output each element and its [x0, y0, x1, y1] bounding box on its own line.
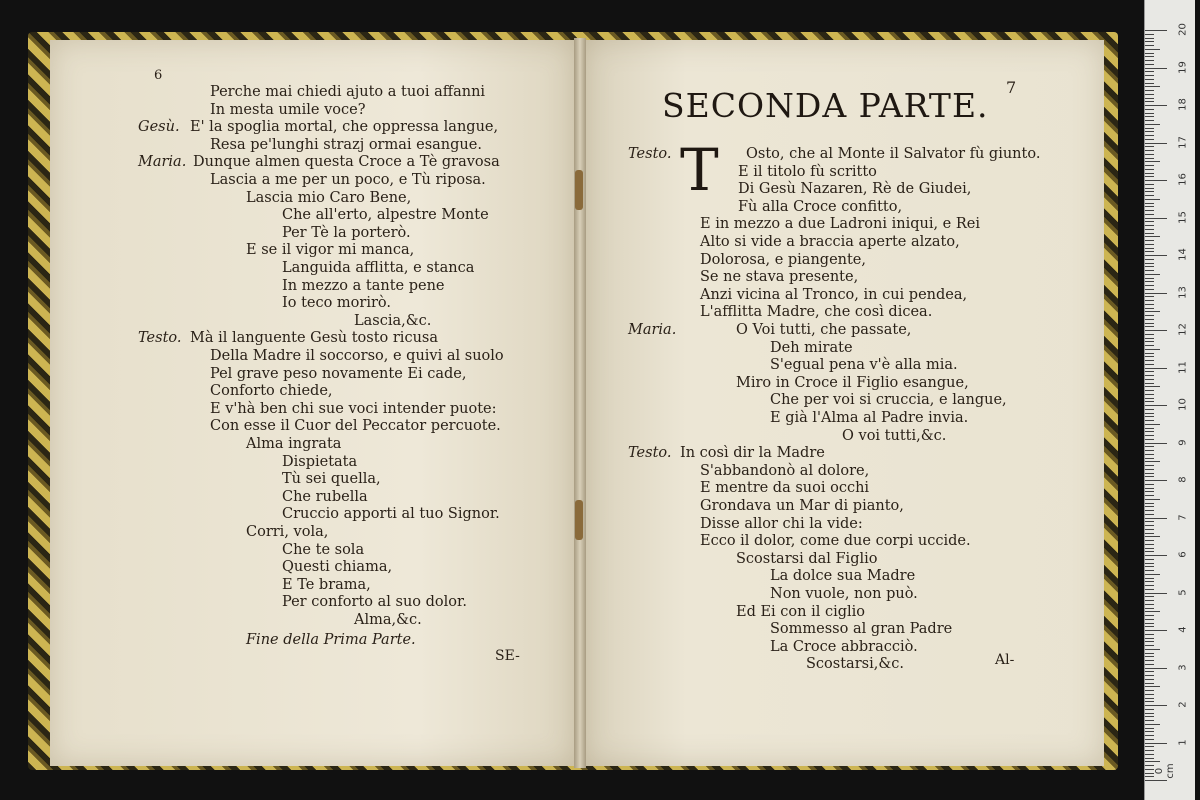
- text-line: Mà il languente Gesù tosto ricusa: [190, 330, 438, 347]
- ruler-tick: [1145, 285, 1154, 286]
- ruler-tick: [1145, 296, 1154, 297]
- ruler-tick: [1145, 259, 1154, 260]
- ruler-number: 15: [1177, 210, 1189, 224]
- ruler-number: 16: [1177, 173, 1189, 186]
- ruler-tick: [1145, 476, 1154, 477]
- ruler-number: 10: [1177, 398, 1189, 411]
- text-line: E v'hà ben chi sue voci intender puote:: [210, 400, 497, 417]
- text-line: O Voi tutti, che passate,: [736, 322, 912, 338]
- ruler-tick: [1145, 473, 1154, 474]
- ruler-tick: [1145, 754, 1154, 755]
- ruler-tick: [1145, 83, 1154, 84]
- text-line: E il titolo fù scritto: [738, 163, 877, 180]
- ruler-tick: [1145, 731, 1154, 732]
- ruler-number: 11: [1177, 360, 1189, 374]
- ruler-tick: [1145, 386, 1160, 387]
- ruler-tick: [1145, 180, 1167, 181]
- ruler-tick: [1145, 53, 1154, 54]
- ruler-tick: [1145, 60, 1154, 61]
- text-line: S'abbandonò al dolore,: [700, 462, 870, 479]
- text-line: Osto, che al Monte il Salvator fù giunto.: [746, 146, 1041, 162]
- text-line: Alto si vide a braccia aperte alzato,: [700, 234, 960, 250]
- ruler-tick: [1145, 120, 1154, 121]
- text-line: E in mezzo a due Ladroni iniqui, e Rei: [700, 216, 981, 233]
- ruler-tick: [1145, 604, 1154, 605]
- ruler-tick: [1145, 589, 1154, 590]
- ruler-tick: [1145, 383, 1154, 384]
- text-line: Disse allor chi la vide:: [700, 515, 863, 532]
- ruler-tick: [1145, 34, 1154, 35]
- ruler-number: 7: [1177, 513, 1189, 521]
- ruler-tick: [1145, 289, 1154, 290]
- ruler-tick: [1145, 188, 1154, 189]
- ruler-tick: [1145, 409, 1154, 410]
- ruler-tick: [1145, 529, 1154, 530]
- text-line: Alma ingrata: [246, 436, 342, 452]
- ruler-tick: [1145, 308, 1154, 309]
- speaker-label: Testo.: [138, 330, 182, 347]
- ruler-tick: [1145, 248, 1154, 249]
- ruler-tick: [1145, 484, 1154, 485]
- ruler-tick: [1145, 146, 1154, 147]
- ruler-tick: [1145, 375, 1154, 376]
- ruler-tick: [1145, 49, 1160, 50]
- text-line: Ecco il dolor, come due corpi uccide.: [700, 533, 971, 550]
- ruler-tick: [1145, 274, 1160, 275]
- ruler-tick: [1145, 210, 1154, 211]
- text-line: Per Tè la porterò.: [282, 224, 411, 241]
- text-line: Sommesso al gran Padre: [770, 621, 953, 638]
- ruler-tick: [1145, 195, 1154, 196]
- book-gutter: [574, 38, 586, 768]
- ruler-tick: [1145, 776, 1154, 777]
- text-line: Lascia a me per un poco, e Tù riposa.: [210, 172, 486, 188]
- ruler-tick: [1145, 619, 1154, 620]
- text-line: Dolorosa, e piangente,: [700, 251, 866, 268]
- ruler-tick: [1145, 503, 1154, 504]
- ruler-tick: [1145, 578, 1154, 579]
- ruler-tick: [1145, 135, 1154, 136]
- ruler-tick: [1145, 128, 1154, 129]
- ruler-tick: [1145, 443, 1167, 444]
- ruler-tick: [1145, 656, 1154, 657]
- ruler-tick: [1145, 544, 1154, 545]
- ruler-tick: [1145, 251, 1154, 252]
- ruler-tick: [1145, 413, 1154, 414]
- page-number-left: 6: [154, 68, 163, 83]
- ruler-tick: [1145, 150, 1154, 151]
- ruler-tick: [1145, 360, 1154, 361]
- ruler-tick: [1145, 555, 1167, 556]
- ruler-tick: [1145, 255, 1167, 256]
- ruler-number: 1: [1177, 738, 1189, 746]
- speaker-label: Testo.: [628, 445, 672, 462]
- ruler-tick: [1145, 416, 1154, 417]
- ruler-tick: [1145, 161, 1160, 162]
- ruler-tick: [1145, 191, 1154, 192]
- ruler-tick: [1145, 218, 1167, 219]
- measurement-ruler: [1144, 0, 1195, 800]
- text-line: Dispietata: [282, 453, 358, 470]
- text-line: In mezzo a tante pene: [282, 277, 445, 294]
- page-number-right: 7: [1006, 78, 1017, 97]
- ruler-tick: [1145, 311, 1160, 312]
- ruler-tick: [1145, 454, 1154, 455]
- ruler-tick: [1145, 214, 1154, 215]
- ruler-tick: [1145, 716, 1154, 717]
- ruler-tick: [1145, 458, 1154, 459]
- ruler-tick: [1145, 41, 1154, 42]
- ruler-tick: [1145, 585, 1154, 586]
- catchword-left: SE-: [495, 648, 520, 664]
- text-line: La dolce sua Madre: [770, 568, 916, 585]
- text-line: Languida afflitta, e stanca: [282, 260, 475, 276]
- text-line: Per conforto al suo dolor.: [282, 594, 467, 611]
- ruler-tick: [1145, 244, 1154, 245]
- ruler-tick: [1145, 86, 1160, 87]
- ruler-tick: [1145, 570, 1154, 571]
- ruler-tick: [1145, 158, 1154, 159]
- ruler-tick: [1145, 353, 1154, 354]
- ruler-tick: [1145, 660, 1154, 661]
- text-line: Conforto chiede,: [210, 383, 333, 400]
- ruler-tick: [1145, 38, 1154, 39]
- ruler-tick: [1145, 105, 1167, 106]
- text-line: Scostarsi dal Figlio: [736, 550, 878, 567]
- ruler-number: 4: [1177, 626, 1189, 633]
- ruler-tick: [1145, 293, 1167, 294]
- ruler-tick: [1145, 581, 1154, 582]
- text-line: Che rubella: [282, 488, 368, 505]
- ruler-tick: [1145, 233, 1154, 234]
- ruler-tick: [1145, 664, 1154, 665]
- ruler-tick: [1145, 379, 1154, 380]
- ruler-tick: [1145, 281, 1154, 282]
- ruler-tick: [1145, 705, 1167, 706]
- text-line: E se il vigor mi manca,: [246, 242, 415, 259]
- ruler-tick: [1145, 536, 1160, 537]
- ruler-tick: [1145, 300, 1154, 301]
- ruler-tick: [1145, 424, 1160, 425]
- ruler-tick: [1145, 405, 1167, 406]
- ruler-tick: [1145, 461, 1160, 462]
- ruler-tick: [1145, 428, 1154, 429]
- ruler-tick: [1145, 521, 1154, 522]
- ruler-tick: [1145, 206, 1154, 207]
- ruler-tick: [1145, 334, 1154, 335]
- text-line: Deh mirate: [770, 339, 853, 356]
- ruler-tick: [1145, 315, 1154, 316]
- end-of-part-note: Fine della Prima Parte.: [246, 632, 416, 648]
- ruler-tick: [1145, 548, 1154, 549]
- ruler-tick: [1145, 90, 1154, 91]
- text-line: Dunque almen questa Croce a Tè gravosa: [193, 154, 500, 171]
- text-line: Io teco morirò.: [282, 295, 391, 312]
- ruler-tick: [1145, 68, 1167, 69]
- ruler-tick: [1145, 686, 1160, 687]
- ruler-tick: [1145, 758, 1154, 759]
- ruler-tick: [1145, 630, 1167, 631]
- ruler-tick: [1145, 593, 1167, 594]
- ruler-tick: [1145, 94, 1154, 95]
- ruler-number: 17: [1177, 135, 1189, 149]
- ruler-tick: [1145, 668, 1167, 669]
- ruler-number: 14: [1177, 248, 1189, 261]
- ruler-tick: [1145, 139, 1154, 140]
- ruler-tick: [1145, 690, 1154, 691]
- ruler-tick: [1145, 30, 1167, 31]
- ruler-number: 12: [1177, 323, 1189, 336]
- ruler-tick: [1145, 45, 1154, 46]
- ruler-tick: [1145, 398, 1154, 399]
- text-line: O voi tutti,&c.: [842, 427, 947, 444]
- ruler-tick: [1145, 701, 1154, 702]
- ruler-tick: [1145, 491, 1154, 492]
- text-line: In mesta umile voce?: [210, 101, 366, 118]
- ruler-tick: [1145, 488, 1154, 489]
- text-line: Anzi vicina al Tronco, in cui pendea,: [700, 286, 968, 303]
- text-line: Grondava un Mar di pianto,: [700, 498, 904, 514]
- ruler-number: 6: [1177, 551, 1189, 558]
- ruler-tick: [1145, 431, 1154, 432]
- ruler-tick: [1145, 169, 1154, 170]
- ruler-tick: [1145, 611, 1160, 612]
- ruler-tick: [1145, 641, 1154, 642]
- ruler-tick: [1145, 64, 1154, 65]
- ruler-tick: [1145, 143, 1167, 144]
- ruler-tick: [1145, 510, 1154, 511]
- ruler-tick: [1145, 330, 1167, 331]
- ruler-tick: [1145, 514, 1154, 515]
- ruler-tick: [1145, 435, 1154, 436]
- ruler-tick: [1145, 203, 1154, 204]
- ruler-tick: [1145, 304, 1154, 305]
- ruler-tick: [1145, 615, 1154, 616]
- text-line: Resa pe'lunghi strazj ormai esangue.: [210, 136, 482, 153]
- ruler-tick: [1145, 566, 1154, 567]
- ruler-tick: [1145, 184, 1154, 185]
- text-line: Pel grave peso novamente Ei cade,: [210, 365, 467, 382]
- ruler-tick: [1145, 735, 1154, 736]
- ruler-tick: [1145, 364, 1154, 365]
- text-line: Questi chiama,: [282, 559, 393, 576]
- ruler-tick: [1145, 469, 1154, 470]
- ruler-tick: [1145, 683, 1154, 684]
- ruler-tick: [1145, 649, 1160, 650]
- speaker-label: Gesù.: [138, 119, 180, 136]
- text-line: E' la spoglia mortal, che oppressa langue,: [190, 119, 499, 136]
- text-line: Che all'erto, alpestre Monte: [282, 207, 489, 224]
- ruler-tick: [1145, 266, 1154, 267]
- ruler-tick: [1145, 356, 1154, 357]
- ruler-tick: [1145, 98, 1154, 99]
- text-line: E già l'Alma al Padre invia.: [770, 410, 969, 426]
- ruler-tick: [1145, 720, 1154, 721]
- ruler-tick: [1145, 506, 1154, 507]
- ruler-tick: [1145, 533, 1154, 534]
- ruler-tick: [1145, 79, 1154, 80]
- ruler-tick: [1145, 450, 1154, 451]
- ruler-tick: [1145, 563, 1154, 564]
- ruler-tick: [1145, 495, 1154, 496]
- ruler-tick: [1145, 446, 1154, 447]
- binding-thread: [575, 170, 583, 210]
- text-line: Di Gesù Nazaren, Rè de Giudei,: [738, 181, 972, 198]
- ruler-tick: [1145, 173, 1154, 174]
- ruler-tick: [1145, 420, 1154, 421]
- binding-thread: [575, 500, 583, 540]
- ruler-number: 20: [1177, 23, 1189, 36]
- ruler-tick: [1145, 694, 1154, 695]
- ruler-tick: [1145, 109, 1154, 110]
- ruler-tick: [1145, 390, 1154, 391]
- ruler-tick: [1145, 338, 1154, 339]
- ruler-tick: [1145, 326, 1154, 327]
- ruler-tick: [1145, 278, 1154, 279]
- ruler-tick: [1145, 525, 1154, 526]
- ruler-unit-label: 0 cm: [1154, 763, 1176, 779]
- ruler-number: 18: [1177, 98, 1189, 111]
- ruler-tick: [1145, 345, 1154, 346]
- text-line: Lascia,&c.: [354, 312, 432, 329]
- text-line: Scostarsi,&c.: [806, 656, 904, 673]
- text-line: Perche mai chiedi ajuto a tuoi affanni: [210, 84, 486, 100]
- ruler-tick: [1145, 574, 1160, 575]
- text-line: In così dir la Madre: [680, 445, 825, 462]
- ruler-tick: [1145, 623, 1154, 624]
- ruler-tick: [1145, 638, 1154, 639]
- ruler-number: 9: [1177, 438, 1189, 446]
- text-line: Ed Ei con il ciglio: [736, 603, 866, 620]
- text-line: Alma,&c.: [354, 612, 422, 628]
- text-line: Cruccio apporti al tuo Signor.: [282, 506, 500, 523]
- ruler-number: 5: [1177, 588, 1189, 596]
- ruler-tick: [1145, 679, 1154, 680]
- ruler-tick: [1145, 465, 1154, 466]
- ruler-tick: [1145, 480, 1167, 481]
- ruler-tick: [1145, 634, 1154, 635]
- drop-cap: T: [680, 136, 719, 204]
- ruler-tick: [1145, 368, 1167, 369]
- ruler-number: 19: [1177, 60, 1189, 74]
- ruler-tick: [1145, 371, 1154, 372]
- text-line: S'egual pena v'è alla mia.: [770, 357, 958, 374]
- text-line: Della Madre il soccorso, e quivi al suolo: [210, 348, 504, 364]
- text-line: Che per voi si cruccia, e langue,: [770, 392, 1007, 409]
- text-line: Miro in Croce il Figlio esangue,: [736, 374, 969, 391]
- ruler-tick: [1145, 401, 1154, 402]
- ruler-tick: [1145, 131, 1154, 132]
- section-heading: SECONDA PARTE.: [662, 86, 989, 125]
- ruler-tick: [1145, 540, 1154, 541]
- ruler-tick: [1145, 199, 1160, 200]
- ruler-number: 13: [1177, 285, 1189, 299]
- ruler-tick: [1145, 101, 1154, 102]
- text-line: E Te brama,: [282, 576, 371, 593]
- text-line: E mentre da suoi occhi: [700, 480, 870, 497]
- ruler-tick: [1145, 600, 1154, 601]
- ruler-number: 2: [1177, 701, 1189, 708]
- ruler-tick: [1145, 608, 1154, 609]
- text-line: Se ne stava presente,: [700, 269, 859, 286]
- ruler-tick: [1145, 746, 1154, 747]
- ruler-tick: [1145, 518, 1167, 519]
- ruler-tick: [1145, 728, 1154, 729]
- text-line: Non vuole, non può.: [770, 586, 918, 602]
- ruler-tick: [1145, 240, 1154, 241]
- ruler-tick: [1145, 671, 1154, 672]
- ruler-tick: [1145, 229, 1154, 230]
- ruler-tick: [1145, 225, 1154, 226]
- ruler-tick: [1145, 154, 1154, 155]
- text-line: La Croce abbracciò.: [770, 638, 918, 655]
- ruler-tick: [1145, 499, 1160, 500]
- ruler-tick: [1145, 724, 1160, 725]
- ruler-tick: [1145, 698, 1154, 699]
- ruler-tick: [1145, 349, 1160, 350]
- text-line: Lascia mio Caro Bene,: [246, 189, 412, 206]
- ruler-tick: [1145, 263, 1154, 264]
- ruler-tick: [1145, 675, 1154, 676]
- ruler-tick: [1145, 645, 1154, 646]
- ruler-tick: [1145, 653, 1154, 654]
- ruler-tick: [1145, 270, 1154, 271]
- ruler-tick: [1145, 176, 1154, 177]
- ruler-tick: [1145, 743, 1167, 744]
- ruler-tick: [1145, 739, 1154, 740]
- ruler-tick: [1145, 124, 1160, 125]
- ruler-number: 8: [1177, 476, 1189, 483]
- ruler-tick: [1145, 709, 1154, 710]
- ruler-number: 3: [1177, 663, 1189, 671]
- ruler-tick: [1145, 56, 1154, 57]
- ruler-tick: [1145, 71, 1154, 72]
- ruler-tick: [1145, 765, 1154, 766]
- text-line: Con esse il Cuor del Peccator percuote.: [210, 418, 501, 435]
- speaker-label: Testo.: [628, 146, 672, 162]
- speaker-label: Maria.: [628, 322, 677, 338]
- ruler-tick: [1145, 319, 1154, 320]
- ruler-tick: [1145, 551, 1154, 552]
- ruler-tick: [1145, 713, 1154, 714]
- ruler-tick: [1145, 439, 1154, 440]
- ruler-tick: [1145, 394, 1154, 395]
- text-line: Che te sola: [282, 541, 365, 558]
- text-line: Tù sei quella,: [282, 471, 381, 488]
- ruler-tick: [1145, 559, 1154, 560]
- text-line: Corri, vola,: [246, 524, 329, 540]
- ruler-tick: [1145, 221, 1154, 222]
- ruler-tick: [1145, 165, 1154, 166]
- ruler-tick: [1145, 236, 1160, 237]
- ruler-tick: [1145, 626, 1154, 627]
- ruler-tick: [1145, 773, 1154, 774]
- ruler-tick: [1145, 116, 1154, 117]
- ruler-tick: [1145, 341, 1154, 342]
- ruler-tick: [1145, 769, 1154, 770]
- catchword-right: Al-: [995, 652, 1015, 668]
- ruler-tick: [1145, 323, 1154, 324]
- ruler-tick: [1145, 75, 1154, 76]
- text-line: Fù alla Croce confitto,: [738, 198, 903, 215]
- ruler-tick: [1145, 113, 1154, 114]
- ruler-tick: [1145, 596, 1154, 597]
- ruler-tick: [1145, 750, 1154, 751]
- speaker-label: Maria.: [138, 154, 187, 171]
- text-line: L'afflitta Madre, che così dicea.: [700, 304, 933, 321]
